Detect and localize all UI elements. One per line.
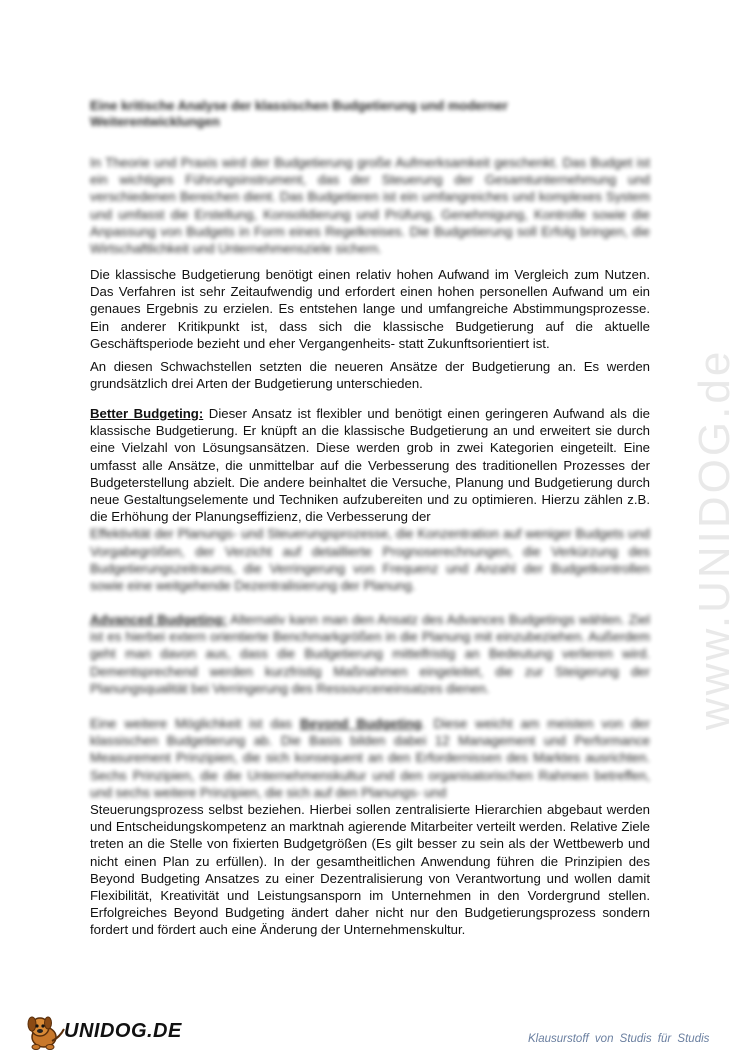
weaknesses-paragraph-block (90, 358, 650, 392)
document-title: Eine kritische Analyse der klassischen Budgetierung und moderner Weiterentwicklungen (90, 98, 508, 129)
watermark: www.UNIDOG.de (690, 348, 739, 730)
better-budgeting-block (90, 405, 650, 594)
advanced-budgeting-heading: Advanced Budgeting: (90, 612, 227, 627)
beyond-budgeting-blurred-text (90, 715, 650, 801)
beyond-budgeting-heading: Beyond Budgeting (299, 716, 422, 731)
beyond-budgeting-block (90, 715, 650, 939)
better-budgeting-paragraph (90, 405, 650, 525)
better-budgeting-text: Dieser Ansatz ist flexibler und benötigt einen geringeren Aufwand als die klassische Budgetierung. Er knüpft an die klassische Budgetierung an und erweitert sie durch eine Vielzahl von Lösungsansätzen. Diese werden grob in zwei Kategorien eingeteilt. Eine umfasst alle Ansätze, die unmittelbar auf die Verbesserung des traditionellen Prozesses der Budgeterstellung abzielt. Die andere beinhaltet die Versuche, Planung und Budgetierung durch neue Gestaltungselemente und Techniken aufzubereiten und zu optimieren. Hierzu zählen z.B. die Erhöhung der Planungseffizienz, die Verbesserung der (90, 406, 650, 525)
weaknesses-paragraph: An diesen Schwachstellen setzten die neueren Ansätze der Budgetierung an. Es werden grundsätzlich drei Arten der Budgetierung unterschieden. (90, 359, 650, 392)
beyond-budgeting-paragraph: Steuerungsprozess selbst beziehen. Hierbei sollen zentralisierte Hierarchien abgebaut werden und Entscheidungskompetenz an marktnah agierende Mitarbeiter verteilt werden. Relative Ziele treten an die Stelle von fixierten Budgetgrößen (Es gilt besser zu sein als der Wettbewerb und nicht einen Plan zu erfüllen). In der gesamtheitlichen Anwendung führen die Prinzipien des Beyond Budgeting Ansatzes zu einer Dezentralisierung von Verantwortung und wollen damit Flexibilität, Kreativität und Leistungsansporn im Unternehmen in den Vordergrund stellen. Erfolgreiches Beyond Budgeting ändert daher nicht nur den Budgetierungsprozess sondern fordert und fördert auch eine Änderung der Unternehmenskultur. (90, 802, 650, 938)
dog-mascot-icon (22, 1011, 68, 1051)
beyond-budgeting-principles: . Diese weicht am meisten von der klassischen Budgetierung ab. Die Basis bilden dabei 12 Management und Performance Measurement Prinzipien, die sich konsequent an den Erfordernissen des Marktes ausrichten. Sechs Prinzipien, die die Unternehmenskultur und den organisatorischen Rahmen betreffen, und sechs weitere Prinzipien, die sich auf den Planungs- und (90, 716, 651, 800)
advanced-budgeting-text: Alternativ kann man den Ansatz des Advances Budgetings wählen. Ziel ist es hierbei extern orientierte Benchmarkgrößen in die Planung mit einzubeziehen. Außerdem geht man davon aus, dass die Budgetierung mittelfristig an Bedeutung verlieren wird. Dementsprechend werden kurzfristig Maßnahmen eingeleitet, die zur Steigerung der Planungsqualität bei Verringerung des Ressourceneinsatzes dienen. (90, 612, 650, 696)
better-budgeting-blurred-text: Effektivität der Planungs- und Steuerungsprozesse, die Konzentration auf weniger Budgets und Vorgabegrößen, der Verzicht auf detaillierte Prognoserechnungen, die Verkürzung des Budgetierungszeitraums, die Verringerung von Frequenz und Anzahl der Budgetkontrollen sowie eine weitgehende Dezentralisierung der Planung. (90, 526, 650, 594)
advanced-budgeting-paragraph (90, 611, 650, 697)
critique-paragraph: Die klassische Budgetierung benötigt einen relativ hohen Aufwand im Vergleich zum Nutzen. Das Verfahren ist sehr Zeitaufwendig und erfordert einen hohen personellen Aufwand um ein genaues Ergebnis zu erzielen. Es entstehen lange und umfangreiche Abstimmungsprozesse. Ein anderer Kritikpunkt ist, dass sich die klassische Budgetierung auf die aktuelle Geschäftsperiode bezieht und eher Vergangenheits- statt Zukunftsorientiert ist. (90, 267, 650, 351)
unidog-logo[interactable] (22, 1014, 202, 1048)
intro-paragraph-block (90, 154, 650, 257)
better-budgeting-heading: Better Budgeting: (90, 406, 204, 421)
intro-paragraph: In Theorie und Praxis wird der Budgetierung große Aufmerksamkeit geschenkt. Das Budget ist ein wichtiges Führungsinstrument, das der Steuerung der Gesamtunternehmung und verschiedenen Bereichen dient. Das Budgetieren ist ein umfangreiches und komplexes System und umfasst die Erstellung, Konsolidierung und Prüfung, Genehmigung, Kontrolle sowie die Anpassung von Budgets in Form eines Regelkreises. Die Budgetierung soll Erfolg bringen, die Wirtschaftlichkeit und Unternehmensziele sichern. (90, 155, 650, 257)
beyond-budgeting-intro: Eine weitere Möglichkeit ist das (90, 716, 300, 731)
logo-text: UNIDOG.DE (64, 1019, 182, 1042)
advanced-budgeting-block (90, 611, 650, 697)
footer-slogan: Klausurstoff von Studis für Studis (528, 1033, 710, 1045)
critique-paragraph-block (90, 266, 650, 352)
